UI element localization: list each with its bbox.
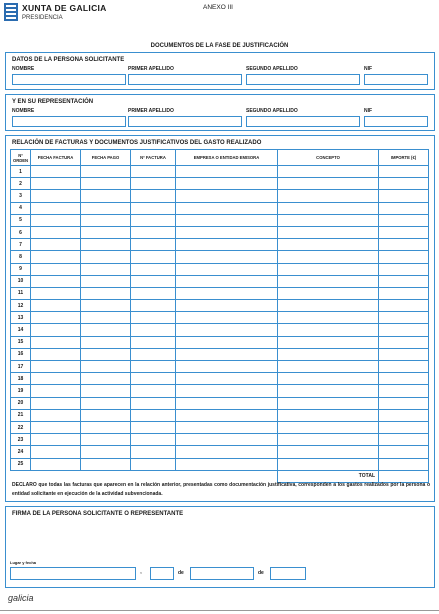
declaration-text: DECLARO que todas las facturas que aparecen en la relación anterior, presentadas como documentación justificativa, corresponden a los gastos realizados por la persona o entidad solicitante en ejecución de la actividad subvencionada.	[12, 482, 430, 497]
row-number: 18	[11, 373, 31, 385]
concept-cell[interactable]	[278, 312, 379, 324]
table-row	[11, 336, 429, 348]
row-number: 12	[11, 300, 31, 312]
concept-cell[interactable]	[278, 385, 379, 397]
issuer-cell[interactable]	[176, 361, 278, 373]
invoice-number-cell[interactable]	[131, 226, 176, 238]
concept-cell[interactable]	[278, 397, 379, 409]
payment-date-cell[interactable]	[81, 385, 131, 397]
payment-date-cell[interactable]	[81, 190, 131, 202]
issuer-cell[interactable]	[176, 226, 278, 238]
table-row	[11, 178, 429, 190]
amount-cell[interactable]	[379, 409, 429, 421]
concept-cell[interactable]	[278, 434, 379, 446]
invoice-date-cell[interactable]	[31, 166, 81, 178]
invoice-date-cell[interactable]	[31, 397, 81, 409]
payment-date-cell[interactable]	[81, 373, 131, 385]
applicant-section-title: DATOS DE LA PERSONA SOLICITANTE	[12, 57, 125, 63]
table-row	[11, 202, 429, 214]
invoice-date-cell[interactable]	[31, 348, 81, 360]
issuer-cell[interactable]	[176, 263, 278, 275]
invoice-number-cell[interactable]	[131, 275, 176, 287]
payment-date-cell[interactable]	[81, 251, 131, 263]
issuer-cell[interactable]	[176, 397, 278, 409]
invoice-number-cell[interactable]	[131, 373, 176, 385]
invoices-table	[10, 149, 429, 483]
issuer-cell[interactable]	[176, 312, 278, 324]
amount-cell[interactable]	[379, 421, 429, 433]
applicant-surname2-label: SEGUNDO APELLIDO	[246, 66, 298, 72]
amount-cell[interactable]	[379, 226, 429, 238]
concept-cell[interactable]	[278, 214, 379, 226]
row-number: 6	[11, 226, 31, 238]
payment-date-cell[interactable]	[81, 166, 131, 178]
month-field[interactable]	[190, 567, 254, 580]
payment-date-cell[interactable]	[81, 214, 131, 226]
invoice-number-cell[interactable]	[131, 190, 176, 202]
footer-divider	[0, 610, 439, 611]
payment-date-cell[interactable]	[81, 361, 131, 373]
amount-cell[interactable]	[379, 239, 429, 251]
invoice-number-cell[interactable]	[131, 458, 176, 470]
rep-surname2-label: SEGUNDO APELLIDO	[246, 108, 298, 114]
invoice-number-cell[interactable]	[131, 178, 176, 190]
row-number: 14	[11, 324, 31, 336]
rep-nif-field[interactable]	[364, 116, 428, 127]
invoice-number-cell[interactable]	[131, 312, 176, 324]
invoice-date-cell[interactable]	[31, 202, 81, 214]
invoice-date-cell[interactable]	[31, 361, 81, 373]
col-header-issuer: EMPRESA O ENTIDAD EMISORA	[176, 150, 278, 166]
payment-date-cell[interactable]	[81, 348, 131, 360]
payment-date-cell[interactable]	[81, 446, 131, 458]
invoice-number-cell[interactable]	[131, 409, 176, 421]
invoice-date-cell[interactable]	[31, 409, 81, 421]
issuer-cell[interactable]	[176, 434, 278, 446]
amount-cell[interactable]	[379, 178, 429, 190]
row-number: 22	[11, 421, 31, 433]
payment-date-cell[interactable]	[81, 263, 131, 275]
concept-cell[interactable]	[278, 190, 379, 202]
concept-cell[interactable]	[278, 239, 379, 251]
amount-cell[interactable]	[379, 397, 429, 409]
row-number: 2	[11, 178, 31, 190]
applicant-name-label: NOMBRE	[12, 66, 35, 72]
row-number: 19	[11, 385, 31, 397]
issuer-cell[interactable]	[176, 373, 278, 385]
invoice-number-cell[interactable]	[131, 446, 176, 458]
invoice-number-cell[interactable]	[131, 214, 176, 226]
payment-date-cell[interactable]	[81, 324, 131, 336]
concept-cell[interactable]	[278, 348, 379, 360]
row-number: 17	[11, 361, 31, 373]
invoice-number-cell[interactable]	[131, 324, 176, 336]
rep-name-field[interactable]	[12, 116, 126, 127]
col-header-order: Nº ORDEN	[11, 150, 31, 166]
table-row	[11, 458, 429, 470]
issuer-cell[interactable]	[176, 409, 278, 421]
issuer-cell[interactable]	[176, 178, 278, 190]
invoice-number-cell[interactable]	[131, 202, 176, 214]
table-row	[11, 361, 429, 373]
issuer-cell[interactable]	[176, 385, 278, 397]
concept-cell[interactable]	[278, 361, 379, 373]
table-row	[11, 409, 429, 421]
invoice-number-cell[interactable]	[131, 287, 176, 299]
row-number: 24	[11, 446, 31, 458]
concept-cell[interactable]	[278, 166, 379, 178]
annex-label: ANEXO III	[203, 4, 233, 11]
payment-date-cell[interactable]	[81, 434, 131, 446]
issuer-cell[interactable]	[176, 458, 278, 470]
concept-cell[interactable]	[278, 324, 379, 336]
amount-cell[interactable]	[379, 202, 429, 214]
amount-cell[interactable]	[379, 458, 429, 470]
day-field[interactable]	[150, 567, 174, 580]
row-number: 23	[11, 434, 31, 446]
amount-cell[interactable]	[379, 324, 429, 336]
table-row	[11, 275, 429, 287]
table-row	[11, 397, 429, 409]
payment-date-cell[interactable]	[81, 300, 131, 312]
concept-cell[interactable]	[278, 458, 379, 470]
invoice-date-cell[interactable]	[31, 434, 81, 446]
concept-cell[interactable]	[278, 287, 379, 299]
representative-section-title: Y EN SU REPRESENTACIÓN	[12, 99, 94, 105]
amount-cell[interactable]	[379, 263, 429, 275]
table-row	[11, 312, 429, 324]
concept-cell[interactable]	[278, 178, 379, 190]
invoice-number-cell[interactable]	[131, 251, 176, 263]
concept-cell[interactable]	[278, 446, 379, 458]
table-row	[11, 263, 429, 275]
invoice-date-cell[interactable]	[31, 324, 81, 336]
row-number: 5	[11, 214, 31, 226]
amount-cell[interactable]	[379, 361, 429, 373]
col-header-amount: IMPORTE (€)	[379, 150, 429, 166]
invoice-date-cell[interactable]	[31, 446, 81, 458]
amount-cell[interactable]	[379, 446, 429, 458]
amount-cell[interactable]	[379, 312, 429, 324]
invoice-date-cell[interactable]	[31, 458, 81, 470]
invoice-number-cell[interactable]	[131, 397, 176, 409]
payment-date-cell[interactable]	[81, 421, 131, 433]
amount-cell[interactable]	[379, 287, 429, 299]
xunta-shield-icon	[4, 3, 18, 21]
table-row	[11, 214, 429, 226]
org-name: XUNTA DE GALICIA	[22, 3, 107, 13]
col-header-concept: CONCEPTO	[278, 150, 379, 166]
invoice-date-cell[interactable]	[31, 239, 81, 251]
table-row	[11, 324, 429, 336]
applicant-nif-field[interactable]	[364, 74, 428, 85]
rep-name-label: NOMBRE	[12, 108, 35, 114]
concept-cell[interactable]	[278, 202, 379, 214]
signature-section-title: FIRMA DE LA PERSONA SOLICITANTE O REPRESENTANTE	[12, 511, 184, 517]
payment-date-cell[interactable]	[81, 409, 131, 421]
payment-date-cell[interactable]	[81, 287, 131, 299]
invoice-date-cell[interactable]	[31, 190, 81, 202]
issuer-cell[interactable]	[176, 348, 278, 360]
issuer-cell[interactable]	[176, 287, 278, 299]
row-number: 1	[11, 166, 31, 178]
amount-cell[interactable]	[379, 275, 429, 287]
invoice-date-cell[interactable]	[31, 385, 81, 397]
invoice-date-cell[interactable]	[31, 421, 81, 433]
concept-cell[interactable]	[278, 373, 379, 385]
row-number: 16	[11, 348, 31, 360]
amount-cell[interactable]	[379, 336, 429, 348]
applicant-section	[5, 52, 435, 90]
place-field[interactable]	[10, 567, 136, 580]
concept-cell[interactable]	[278, 336, 379, 348]
invoice-date-cell[interactable]	[31, 312, 81, 324]
invoice-date-cell[interactable]	[31, 373, 81, 385]
invoice-date-cell[interactable]	[31, 214, 81, 226]
invoices-header-row	[11, 150, 429, 166]
de-label-1: de	[178, 570, 184, 576]
invoice-date-cell[interactable]	[31, 178, 81, 190]
row-number: 7	[11, 239, 31, 251]
payment-date-cell[interactable]	[81, 397, 131, 409]
concept-cell[interactable]	[278, 300, 379, 312]
invoice-number-cell[interactable]	[131, 348, 176, 360]
rep-surname1-label: PRIMER APELLIDO	[128, 108, 174, 114]
issuer-cell[interactable]	[176, 202, 278, 214]
amount-cell[interactable]	[379, 385, 429, 397]
amount-cell[interactable]	[379, 348, 429, 360]
row-number: 21	[11, 409, 31, 421]
table-row	[11, 348, 429, 360]
amount-cell[interactable]	[379, 300, 429, 312]
amount-cell[interactable]	[379, 373, 429, 385]
issuer-cell[interactable]	[176, 239, 278, 251]
row-number: 10	[11, 275, 31, 287]
amount-cell[interactable]	[379, 214, 429, 226]
row-number: 11	[11, 287, 31, 299]
year-field[interactable]	[270, 567, 306, 580]
invoice-number-cell[interactable]	[131, 336, 176, 348]
row-number: 9	[11, 263, 31, 275]
applicant-surname1-label: PRIMER APELLIDO	[128, 66, 174, 72]
concept-cell[interactable]	[278, 275, 379, 287]
de-label-2: de	[258, 570, 264, 576]
table-row	[11, 300, 429, 312]
galicia-logo: galicia	[8, 593, 34, 603]
payment-date-cell[interactable]	[81, 202, 131, 214]
applicant-surname1-field[interactable]	[128, 74, 242, 85]
invoice-date-cell[interactable]	[31, 287, 81, 299]
issuer-cell[interactable]	[176, 190, 278, 202]
invoice-date-cell[interactable]	[31, 275, 81, 287]
issuer-cell[interactable]	[176, 166, 278, 178]
invoice-date-cell[interactable]	[31, 336, 81, 348]
payment-date-cell[interactable]	[81, 336, 131, 348]
table-row	[11, 166, 429, 178]
row-number: 15	[11, 336, 31, 348]
concept-cell[interactable]	[278, 251, 379, 263]
invoice-number-cell[interactable]	[131, 300, 176, 312]
amount-cell[interactable]	[379, 190, 429, 202]
issuer-cell[interactable]	[176, 324, 278, 336]
invoice-number-cell[interactable]	[131, 361, 176, 373]
table-row	[11, 239, 429, 251]
table-row	[11, 373, 429, 385]
invoice-date-cell[interactable]	[31, 226, 81, 238]
table-row	[11, 385, 429, 397]
payment-date-cell[interactable]	[81, 312, 131, 324]
row-number: 20	[11, 397, 31, 409]
table-row	[11, 287, 429, 299]
payment-date-cell[interactable]	[81, 239, 131, 251]
amount-cell[interactable]	[379, 251, 429, 263]
rep-surname2-field[interactable]	[246, 116, 360, 127]
concept-cell[interactable]	[278, 263, 379, 275]
row-number: 25	[11, 458, 31, 470]
applicant-nif-label: NIF	[364, 66, 373, 72]
invoices-section-title: RELACIÓN DE FACTURAS Y DOCUMENTOS JUSTIFICATIVOS DEL GASTO REALIZADO	[12, 140, 262, 146]
issuer-cell[interactable]	[176, 214, 278, 226]
concept-cell[interactable]	[278, 421, 379, 433]
comma-separator: ,	[140, 568, 142, 575]
amount-cell[interactable]	[379, 434, 429, 446]
applicant-name-field[interactable]	[12, 74, 126, 85]
department-name: PRESIDENCIA	[22, 15, 63, 21]
row-number: 8	[11, 251, 31, 263]
row-number: 13	[11, 312, 31, 324]
issuer-cell[interactable]	[176, 446, 278, 458]
table-row	[11, 190, 429, 202]
issuer-cell[interactable]	[176, 336, 278, 348]
concept-cell[interactable]	[278, 226, 379, 238]
invoice-number-cell[interactable]	[131, 239, 176, 251]
invoice-number-cell[interactable]	[131, 434, 176, 446]
table-row	[11, 251, 429, 263]
invoice-date-cell[interactable]	[31, 263, 81, 275]
col-header-payment-date: FECHA PAGO	[81, 150, 131, 166]
signature-section	[5, 506, 435, 588]
table-row	[11, 226, 429, 238]
invoice-number-cell[interactable]	[131, 263, 176, 275]
document-title: DOCUMENTOS DE LA FASE DE JUSTIFICACIÓN	[150, 43, 289, 49]
col-header-invoice-number: Nº FACTURA	[131, 150, 176, 166]
amount-cell[interactable]	[379, 166, 429, 178]
issuer-cell[interactable]	[176, 421, 278, 433]
col-header-invoice-date: FECHA FACTURA	[31, 150, 81, 166]
rep-nif-label: NIF	[364, 108, 373, 114]
representative-section	[5, 94, 435, 131]
payment-date-cell[interactable]	[81, 275, 131, 287]
table-row	[11, 434, 429, 446]
payment-date-cell[interactable]	[81, 458, 131, 470]
rep-surname1-field[interactable]	[128, 116, 242, 127]
issuer-cell[interactable]	[176, 300, 278, 312]
total-label: TOTAL	[278, 470, 379, 482]
concept-cell[interactable]	[278, 409, 379, 421]
table-row	[11, 421, 429, 433]
row-number: 4	[11, 202, 31, 214]
payment-date-cell[interactable]	[81, 178, 131, 190]
invoice-date-cell[interactable]	[31, 251, 81, 263]
table-row	[11, 446, 429, 458]
invoice-number-cell[interactable]	[131, 166, 176, 178]
page-header	[0, 0, 439, 36]
issuer-cell[interactable]	[176, 275, 278, 287]
issuer-cell[interactable]	[176, 251, 278, 263]
invoice-number-cell[interactable]	[131, 385, 176, 397]
row-number: 3	[11, 190, 31, 202]
applicant-surname2-field[interactable]	[246, 74, 360, 85]
payment-date-cell[interactable]	[81, 226, 131, 238]
place-date-label: Lugar y fecha	[10, 560, 37, 565]
invoice-number-cell[interactable]	[131, 421, 176, 433]
invoice-date-cell[interactable]	[31, 300, 81, 312]
